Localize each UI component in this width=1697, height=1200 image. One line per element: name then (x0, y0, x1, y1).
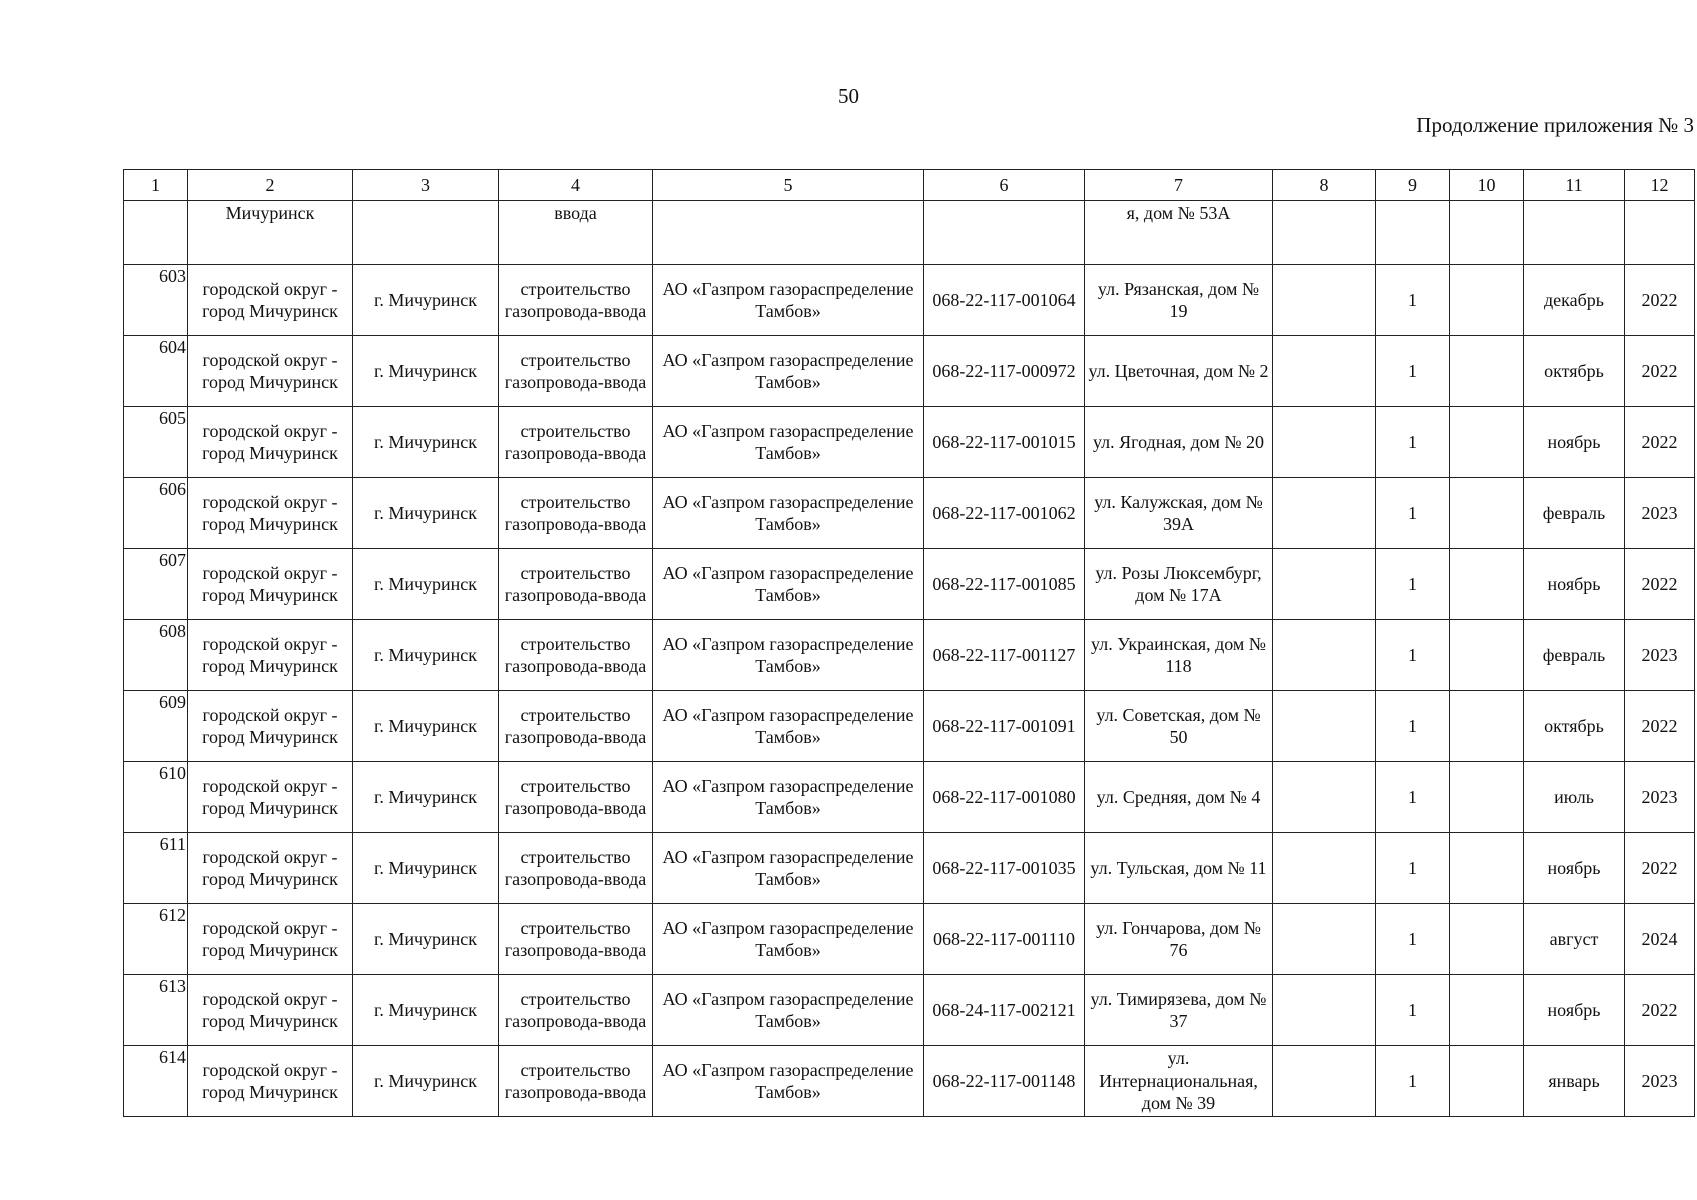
cell-month: январь (1524, 1046, 1625, 1117)
cell-col-8 (1273, 975, 1376, 1046)
table-row (124, 407, 1695, 478)
table-row (124, 833, 1695, 904)
cell-col-8 (1273, 904, 1376, 975)
continuation-cell-municipality: Мичуринск (188, 201, 353, 265)
cell-address: ул. Украинская, дом № 118 (1085, 620, 1273, 691)
cell-work-type: строительство газопровода-ввода (499, 336, 653, 407)
cell-organization: АО «Газпром газораспределение Тамбов» (653, 620, 924, 691)
cell-municipality: городской округ - город Мичуринск (188, 975, 353, 1046)
cell-address: ул. Тимирязева, дом № 37 (1085, 975, 1273, 1046)
cell-month: июль (1524, 762, 1625, 833)
column-header-5: 5 (653, 170, 924, 201)
cell-col-10 (1450, 407, 1524, 478)
cell-work-type: строительство газопровода-ввода (499, 407, 653, 478)
cell-municipality: городской округ - город Мичуринск (188, 620, 353, 691)
cell-organization: АО «Газпром газораспределение Тамбов» (653, 762, 924, 833)
continuation-cell-col-10 (1450, 201, 1524, 265)
column-header-11: 11 (1524, 170, 1625, 201)
cell-col-8 (1273, 691, 1376, 762)
cell-month: октябрь (1524, 336, 1625, 407)
cell-locality: г. Мичуринск (353, 620, 499, 691)
cell-municipality: городской округ - город Мичуринск (188, 265, 353, 336)
cell-quantity: 1 (1376, 265, 1450, 336)
column-header-12: 12 (1625, 170, 1695, 201)
appendix-continuation-note: Продолжение приложения № 3 (1416, 113, 1694, 137)
cell-row-number: 614 (124, 1046, 188, 1117)
cell-locality: г. Мичуринск (353, 336, 499, 407)
cell-col-10 (1450, 762, 1524, 833)
cell-organization: АО «Газпром газораспределение Тамбов» (653, 904, 924, 975)
cell-object-code: 068-22-117-001091 (924, 691, 1085, 762)
table-row (124, 1046, 1695, 1117)
cell-object-code: 068-24-117-002121 (924, 975, 1085, 1046)
cell-locality: г. Мичуринск (353, 1046, 499, 1117)
cell-municipality: городской округ - город Мичуринск (188, 691, 353, 762)
cell-object-code: 068-22-117-001062 (924, 478, 1085, 549)
cell-col-8 (1273, 407, 1376, 478)
cell-object-code: 068-22-117-001085 (924, 549, 1085, 620)
cell-year: 2022 (1625, 336, 1695, 407)
cell-row-number: 603 (124, 265, 188, 336)
cell-locality: г. Мичуринск (353, 407, 499, 478)
table-row (124, 620, 1695, 691)
cell-quantity: 1 (1376, 904, 1450, 975)
cell-quantity: 1 (1376, 407, 1450, 478)
cell-object-code: 068-22-117-001064 (924, 265, 1085, 336)
table-row (124, 478, 1695, 549)
cell-object-code: 068-22-117-000972 (924, 336, 1085, 407)
cell-col-8 (1273, 1046, 1376, 1117)
column-header-4: 4 (499, 170, 653, 201)
cell-month: ноябрь (1524, 833, 1625, 904)
cell-address: ул. Калужская, дом № 39А (1085, 478, 1273, 549)
cell-work-type: строительство газопровода-ввода (499, 691, 653, 762)
cell-quantity: 1 (1376, 1046, 1450, 1117)
cell-quantity: 1 (1376, 975, 1450, 1046)
cell-month: декабрь (1524, 265, 1625, 336)
cell-municipality: городской округ - город Мичуринск (188, 549, 353, 620)
cell-row-number: 608 (124, 620, 188, 691)
cell-address: ул. Гончарова, дом № 76 (1085, 904, 1273, 975)
cell-col-10 (1450, 904, 1524, 975)
column-header-6: 6 (924, 170, 1085, 201)
column-header-2: 2 (188, 170, 353, 201)
table-row (124, 975, 1695, 1046)
cell-row-number: 605 (124, 407, 188, 478)
cell-object-code: 068-22-117-001015 (924, 407, 1085, 478)
cell-quantity: 1 (1376, 762, 1450, 833)
continuation-cell-locality (353, 201, 499, 265)
cell-quantity: 1 (1376, 833, 1450, 904)
cell-row-number: 610 (124, 762, 188, 833)
cell-col-8 (1273, 620, 1376, 691)
cell-col-10 (1450, 833, 1524, 904)
cell-row-number: 609 (124, 691, 188, 762)
continuation-cell-work-type: ввода (499, 201, 653, 265)
cell-municipality: городской округ - город Мичуринск (188, 478, 353, 549)
table-row (124, 336, 1695, 407)
cell-col-10 (1450, 691, 1524, 762)
cell-col-8 (1273, 336, 1376, 407)
table-row (124, 762, 1695, 833)
cell-col-10 (1450, 1046, 1524, 1117)
cell-municipality: городской округ - город Мичуринск (188, 904, 353, 975)
cell-locality: г. Мичуринск (353, 691, 499, 762)
cell-year: 2023 (1625, 1046, 1695, 1117)
cell-row-number: 612 (124, 904, 188, 975)
cell-row-number: 607 (124, 549, 188, 620)
column-number-header-row (124, 170, 1695, 201)
cell-work-type: строительство газопровода-ввода (499, 265, 653, 336)
cell-year: 2022 (1625, 265, 1695, 336)
cell-municipality: городской округ - город Мичуринск (188, 762, 353, 833)
cell-address: ул. Рязанская, дом № 19 (1085, 265, 1273, 336)
cell-address: ул. Советская, дом № 50 (1085, 691, 1273, 762)
cell-organization: АО «Газпром газораспределение Тамбов» (653, 975, 924, 1046)
continuation-cell-object-code (924, 201, 1085, 265)
cell-address: ул. Тульская, дом № 11 (1085, 833, 1273, 904)
cell-municipality: городской округ - город Мичуринск (188, 833, 353, 904)
cell-row-number: 611 (124, 833, 188, 904)
cell-row-number: 606 (124, 478, 188, 549)
continuation-cell-month (1524, 201, 1625, 265)
cell-organization: АО «Газпром газораспределение Тамбов» (653, 1046, 924, 1117)
cell-month: август (1524, 904, 1625, 975)
cell-locality: г. Мичуринск (353, 549, 499, 620)
table-row (124, 691, 1695, 762)
cell-year: 2022 (1625, 975, 1695, 1046)
cell-month: ноябрь (1524, 975, 1625, 1046)
cell-month: ноябрь (1524, 549, 1625, 620)
continuation-cell-address: я, дом № 53А (1085, 201, 1273, 265)
cell-work-type: строительство газопровода-ввода (499, 478, 653, 549)
cell-work-type: строительство газопровода-ввода (499, 1046, 653, 1117)
cell-row-number: 613 (124, 975, 188, 1046)
cell-year: 2022 (1625, 833, 1695, 904)
cell-year: 2022 (1625, 549, 1695, 620)
column-header-3: 3 (353, 170, 499, 201)
cell-quantity: 1 (1376, 620, 1450, 691)
table-row (124, 904, 1695, 975)
continuation-cell-row-number (124, 201, 188, 265)
cell-object-code: 068-22-117-001148 (924, 1046, 1085, 1117)
cell-col-10 (1450, 478, 1524, 549)
cell-locality: г. Мичуринск (353, 975, 499, 1046)
cell-year: 2023 (1625, 478, 1695, 549)
cell-organization: АО «Газпром газораспределение Тамбов» (653, 549, 924, 620)
cell-address: ул. Средняя, дом № 4 (1085, 762, 1273, 833)
cell-month: февраль (1524, 620, 1625, 691)
cell-quantity: 1 (1376, 549, 1450, 620)
cell-organization: АО «Газпром газораспределение Тамбов» (653, 336, 924, 407)
cell-organization: АО «Газпром газораспределение Тамбов» (653, 691, 924, 762)
cell-quantity: 1 (1376, 478, 1450, 549)
cell-locality: г. Мичуринск (353, 265, 499, 336)
cell-organization: АО «Газпром газораспределение Тамбов» (653, 265, 924, 336)
continuation-cell-organization (653, 201, 924, 265)
cell-municipality: городской округ - город Мичуринск (188, 336, 353, 407)
cell-work-type: строительство газопровода-ввода (499, 904, 653, 975)
cell-month: ноябрь (1524, 407, 1625, 478)
cell-work-type: строительство газопровода-ввода (499, 549, 653, 620)
cell-address: ул. Розы Люксембург, дом № 17А (1085, 549, 1273, 620)
cell-row-number: 604 (124, 336, 188, 407)
cell-month: октябрь (1524, 691, 1625, 762)
cell-address: ул. Цветочная, дом № 2 (1085, 336, 1273, 407)
cell-col-10 (1450, 620, 1524, 691)
cell-organization: АО «Газпром газораспределение Тамбов» (653, 407, 924, 478)
cell-object-code: 068-22-117-001110 (924, 904, 1085, 975)
cell-col-10 (1450, 336, 1524, 407)
cell-object-code: 068-22-117-001127 (924, 620, 1085, 691)
cell-col-10 (1450, 975, 1524, 1046)
cell-col-8 (1273, 549, 1376, 620)
cell-locality: г. Мичуринск (353, 478, 499, 549)
cell-organization: АО «Газпром газораспределение Тамбов» (653, 833, 924, 904)
continuation-cell-quantity (1376, 201, 1450, 265)
column-header-1: 1 (124, 170, 188, 201)
cell-municipality: городской округ - город Мичуринск (188, 407, 353, 478)
cell-object-code: 068-22-117-001035 (924, 833, 1085, 904)
cell-locality: г. Мичуринск (353, 833, 499, 904)
column-header-8: 8 (1273, 170, 1376, 201)
gas-pipeline-register-table (123, 169, 1695, 1117)
cell-col-8 (1273, 478, 1376, 549)
cell-work-type: строительство газопровода-ввода (499, 833, 653, 904)
table-row (124, 549, 1695, 620)
table-row (124, 265, 1695, 336)
cell-organization: АО «Газпром газораспределение Тамбов» (653, 478, 924, 549)
cell-work-type: строительство газопровода-ввода (499, 762, 653, 833)
cell-year: 2022 (1625, 691, 1695, 762)
cell-locality: г. Мичуринск (353, 762, 499, 833)
cell-year: 2023 (1625, 762, 1695, 833)
continuation-cell-year (1625, 201, 1695, 265)
cell-municipality: городской округ - город Мичуринск (188, 1046, 353, 1117)
cell-col-10 (1450, 549, 1524, 620)
cell-object-code: 068-22-117-001080 (924, 762, 1085, 833)
cell-col-8 (1273, 762, 1376, 833)
cell-year: 2024 (1625, 904, 1695, 975)
cell-work-type: строительство газопровода-ввода (499, 620, 653, 691)
cell-quantity: 1 (1376, 691, 1450, 762)
cell-locality: г. Мичуринск (353, 904, 499, 975)
cell-year: 2022 (1625, 407, 1695, 478)
column-header-7: 7 (1085, 170, 1273, 201)
cell-address: ул. Интернациональная, дом № 39 (1085, 1046, 1273, 1117)
cell-quantity: 1 (1376, 336, 1450, 407)
cell-year: 2023 (1625, 620, 1695, 691)
cell-address: ул. Ягодная, дом № 20 (1085, 407, 1273, 478)
column-header-9: 9 (1376, 170, 1450, 201)
page-number: 50 (838, 84, 859, 108)
continuation-cell-col-8 (1273, 201, 1376, 265)
continuation-row (124, 201, 1695, 265)
cell-col-8 (1273, 833, 1376, 904)
cell-month: февраль (1524, 478, 1625, 549)
cell-work-type: строительство газопровода-ввода (499, 975, 653, 1046)
column-header-10: 10 (1450, 170, 1524, 201)
cell-col-8 (1273, 265, 1376, 336)
cell-col-10 (1450, 265, 1524, 336)
